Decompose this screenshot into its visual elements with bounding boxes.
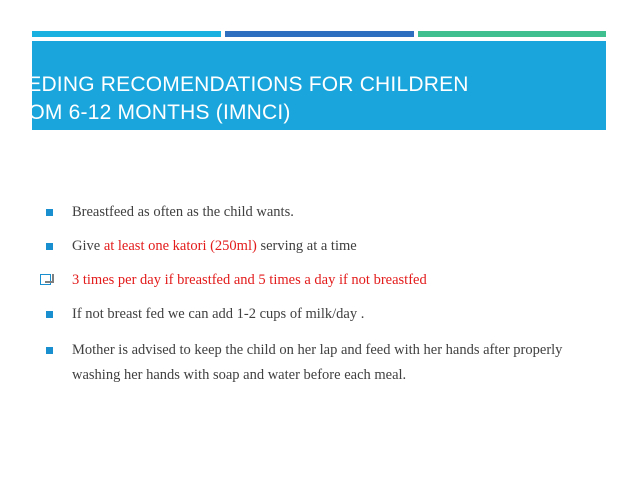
square-bullet-icon [46, 347, 53, 354]
top-bar-green [418, 31, 606, 37]
bullet-item-katori [40, 236, 600, 257]
bullet-item-milk [40, 304, 600, 325]
top-bar-dark-blue [225, 31, 414, 37]
square-bullet-icon [46, 209, 53, 216]
top-bar-light-blue [32, 31, 221, 37]
square-bullet-icon [46, 243, 53, 250]
bullet-text-highlight: at least one katori (250ml) [103, 238, 257, 254]
checkbox-icon [40, 274, 51, 285]
bullet-text-after: serving at a time [256, 238, 357, 254]
slide-title-line-2: FROM 6-12 MONTHS (IMNCI) [0, 101, 291, 124]
bullet-item-meal-frequency [40, 270, 600, 291]
bullet-list [40, 202, 600, 388]
square-bullet-icon [46, 311, 53, 318]
bullet-item-breastfeed [40, 202, 600, 223]
bullet-text: If not breast fed we can add 1-2 cups of milk/day . [72, 306, 365, 322]
bullet-text: 3 times per day if breastfed and 5 times a day if not breastfed [72, 272, 427, 288]
bullet-text: Mother is advised to keep the child on her lap and feed with her hands after properly washing her hands with soap and water before each meal. [72, 342, 563, 383]
bullet-item-feeding-hygiene [40, 338, 600, 388]
bullet-text: Breastfeed as often as the child wants. [72, 204, 294, 220]
decorative-top-bars [32, 31, 606, 37]
bullet-text-before: Give [72, 238, 104, 254]
slide-title [0, 71, 606, 129]
slide-title-line-1: FEEDING RECOMENDATIONS FOR CHILDREN [0, 73, 469, 96]
